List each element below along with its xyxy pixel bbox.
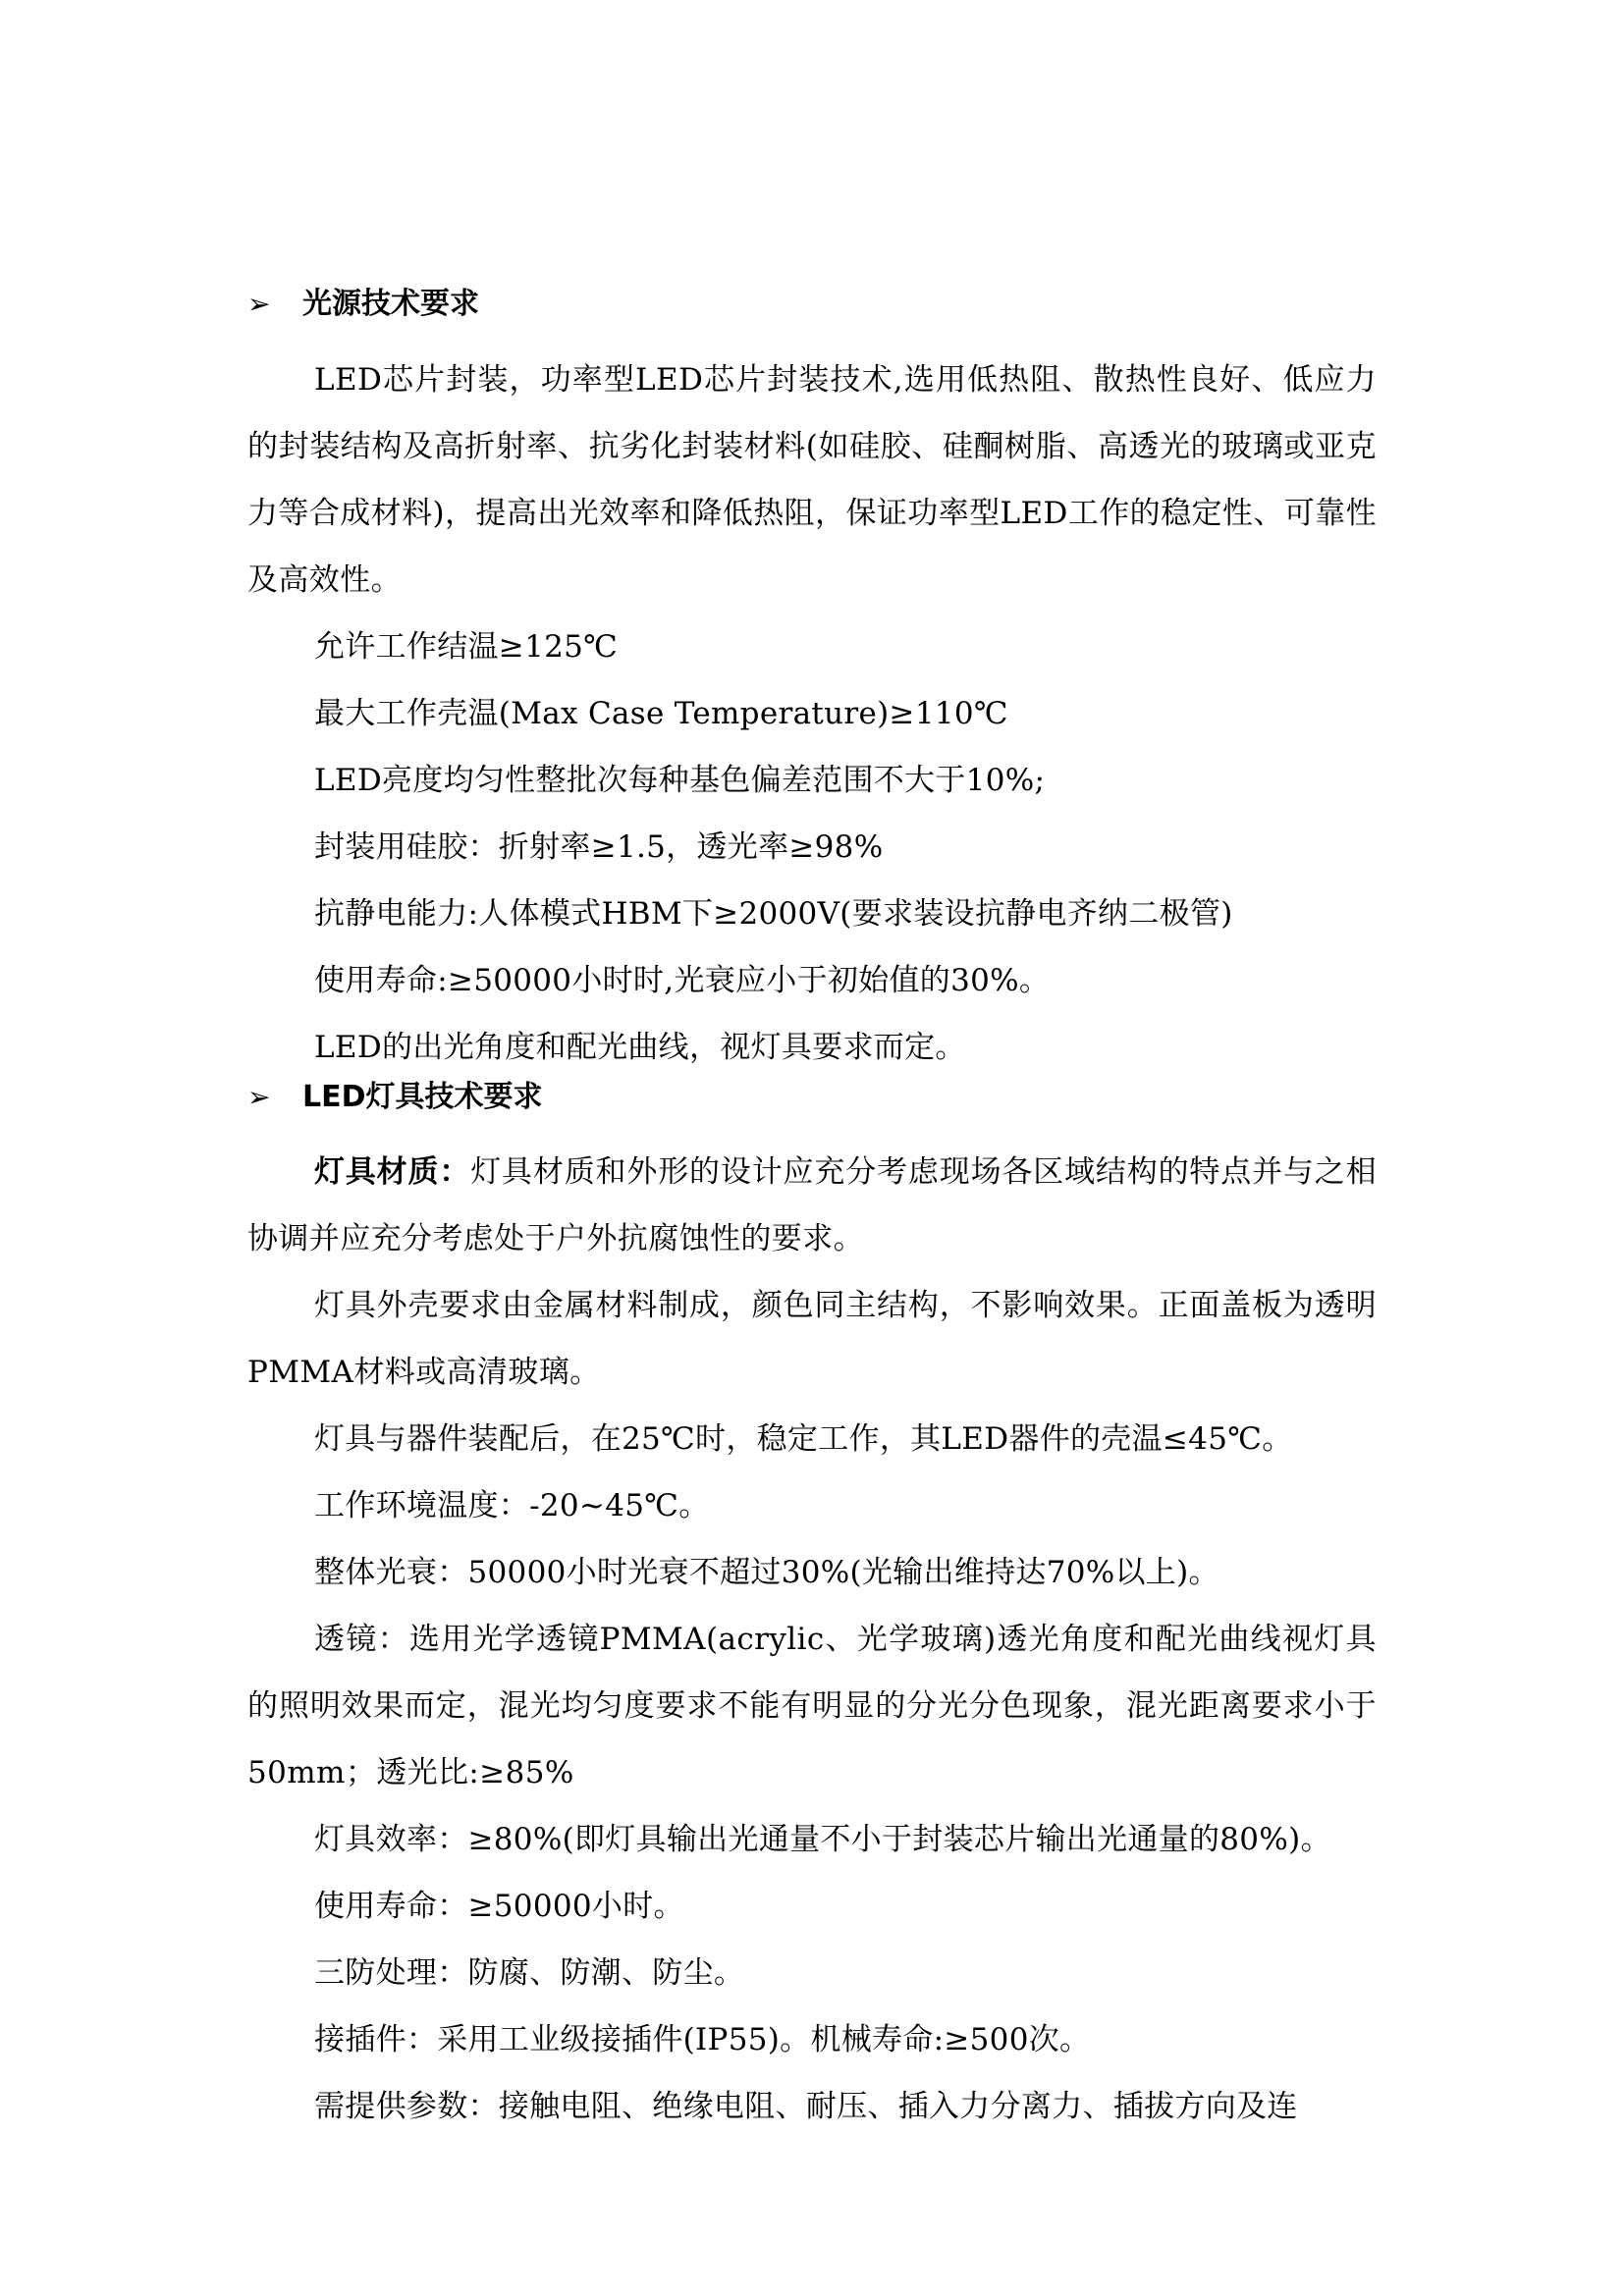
fixture-housing-paragraph: 灯具外壳要求由金属材料制成，颜色同主结构，不影响效果。正面盖板为透明PMMA材料或高清玻璃。 xyxy=(247,1288,1377,1390)
spec-protection-treatment: 三防处理：防腐、防潮、防尘。 xyxy=(314,1955,745,1991)
section-title: 光源技术要求 xyxy=(302,287,479,321)
spec-silicone: 封装用硅胶：折射率≥1.5，透光率≥98% xyxy=(314,829,884,865)
spec-antistatic: 抗静电能力:人体模式HBM下≥2000V(要求装设抗静电齐纳二极管) xyxy=(314,896,1233,932)
spec-fixture-efficiency: 灯具效率：≥80%(即灯具输出光通量不小于封装芯片输出光通量的80%)。 xyxy=(314,1822,1331,1857)
section-heading-led-fixture xyxy=(247,1068,1377,1127)
spec-junction-temperature: 允许工作结温≥125℃ xyxy=(314,629,619,665)
spec-case-temperature: 最大工作壳温(Max Case Temperature)≥110℃ xyxy=(314,696,1008,731)
section-heading-light-source xyxy=(247,275,1377,334)
spec-beam-angle: LED的出光角度和配光曲线，视灯具要求而定。 xyxy=(314,1030,966,1065)
spec-lifetime: 使用寿命:≥50000小时时,光衰应小于初始值的30%。 xyxy=(314,963,1051,998)
spec-lumen-depreciation: 整体光衰：50000小时光衰不超过30%(光输出维持达70%以上)。 xyxy=(314,1555,1219,1590)
light-source-intro-paragraph: LED芯片封装，功率型LED芯片封装技术,选用低热阻、散热性良好、低应力的封装结构及高折射率、抗劣化封装材料(如硅胶、硅酮树脂、高透光的玻璃或亚克力等合成材料)，提高出光效率和降低热阻，保证功率型LED工作的稳定性、可靠性及高效性。 xyxy=(247,362,1377,598)
material-text: 灯具材质和外形的设计应充分考虑现场各区域结构的特点并与之相协调并应充分考虑处于户外抗腐蚀性的要求。 xyxy=(247,1154,1377,1256)
spec-case-temp-after-assembly: 灯具与器件装配后，在25℃时，稳定工作，其LED器件的壳温≤45℃。 xyxy=(314,1421,1293,1457)
lens-paragraph: 透镜：选用光学透镜PMMA(acrylic、光学玻璃)透光角度和配光曲线视灯具的照明效果而定，混光均匀度要求不能有明显的分光分色现象，混光距离要求小于50mm；透光比:≥85% xyxy=(247,1622,1377,1790)
spec-fixture-lifetime: 使用寿命：≥50000小时。 xyxy=(314,1889,684,1924)
spec-ambient-temperature: 工作环境温度：-20~45℃。 xyxy=(314,1488,710,1523)
arrow-bullet-icon: ➢ xyxy=(247,1081,271,1113)
spec-required-parameters: 需提供参数：接触电阻、绝缘电阻、耐压、插入力分离力、插拔方向及连 xyxy=(314,2089,1298,2124)
section-title: LED灯具技术要求 xyxy=(302,1080,543,1114)
spec-brightness-uniformity: LED亮度均匀性整批次每种基色偏差范围不大于10%; xyxy=(314,763,1046,798)
arrow-bullet-icon: ➢ xyxy=(247,288,271,320)
fixture-material-paragraph xyxy=(247,1139,1377,1272)
material-label: 灯具材质： xyxy=(314,1154,471,1190)
spec-connector: 接插件：采用工业级接插件(IP55)。机械寿命:≥500次。 xyxy=(314,2022,1091,2057)
